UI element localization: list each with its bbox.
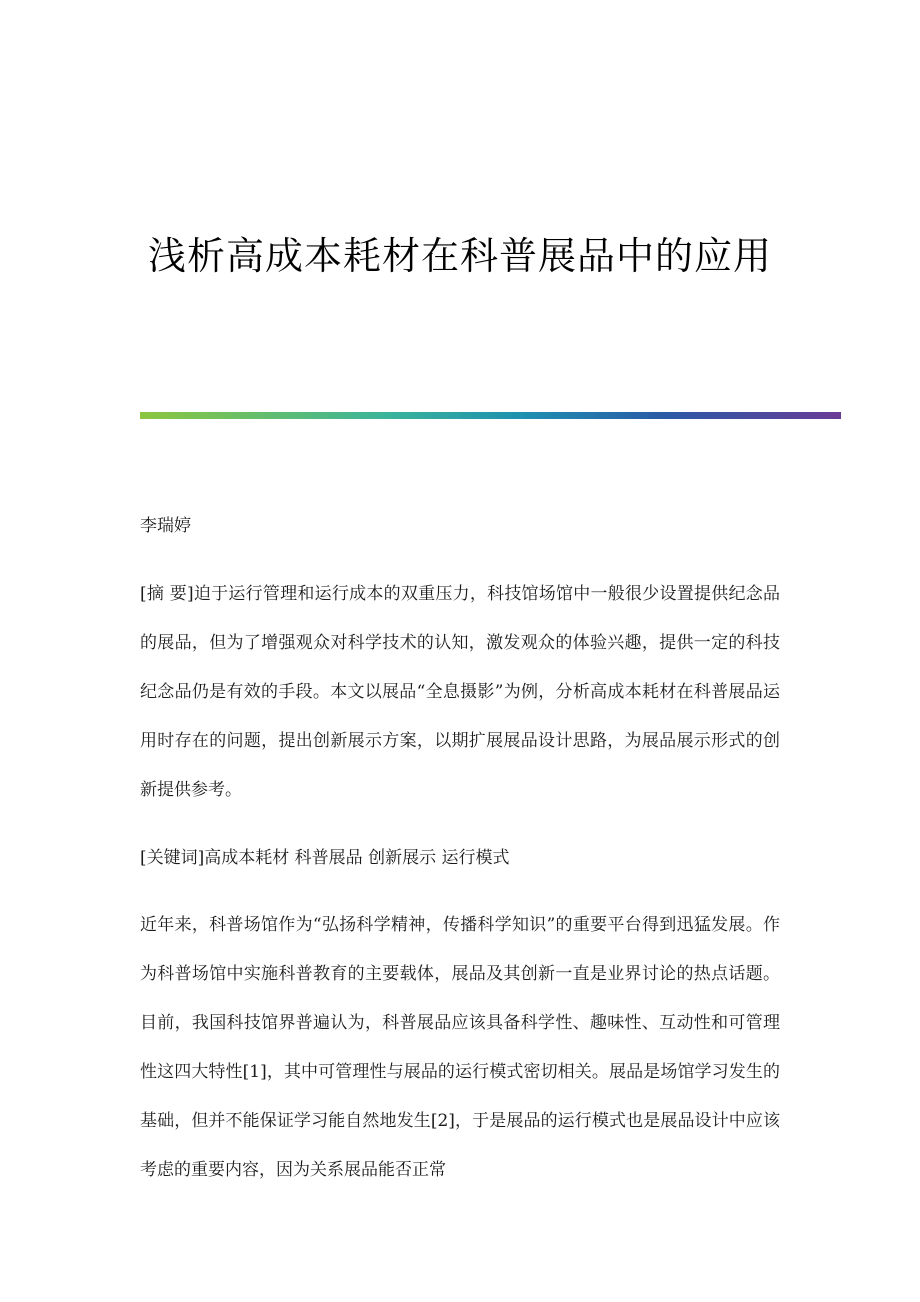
body-paragraph: 近年来，科普场馆作为“弘扬科学精神，传播科学知识”的重要平台得到迅猛发展。作为科普场馆中实施科普教育的主要载体，展品及其创新一直是业界讨论的热点话题。目前，我国科技馆界普遍认为，科普展品应该具备科学性、趣味性、互动性和可管理性这四大特性[1]，其中可管理性与展品的运行模式密切相关。展品是场馆学习发生的基础，但并不能保证学习能自然地发生[2]，于是展品的运行模式也是展品设计中应该考虑的重要内容，因为关系展品能否正常 [140, 915, 780, 1180]
abstract-paragraph: [摘 要]迫于运行管理和运行成本的双重压力，科技馆场馆中一般很少设置提供纪念品的展品，但为了增强观众对科学技术的认知，激发观众的体验兴趣，提供一定的科技纪念品仍是有效的手段。本文以展品“全息摄影”为例，分析高成本耗材在科普展品运用时存在的问题，提出创新展示方案，以期扩展展品设计思路，为展品展示形式的创新提供参考。 [140, 584, 780, 800]
author-name: 李瑞婷 [140, 516, 191, 536]
document-title: 浅析高成本耗材在科普展品中的应用 [147, 234, 772, 278]
title-divider-bar [140, 412, 841, 419]
keywords-line: [关键词]高成本耗材 科普展品 创新展示 运行模式 [140, 848, 510, 868]
